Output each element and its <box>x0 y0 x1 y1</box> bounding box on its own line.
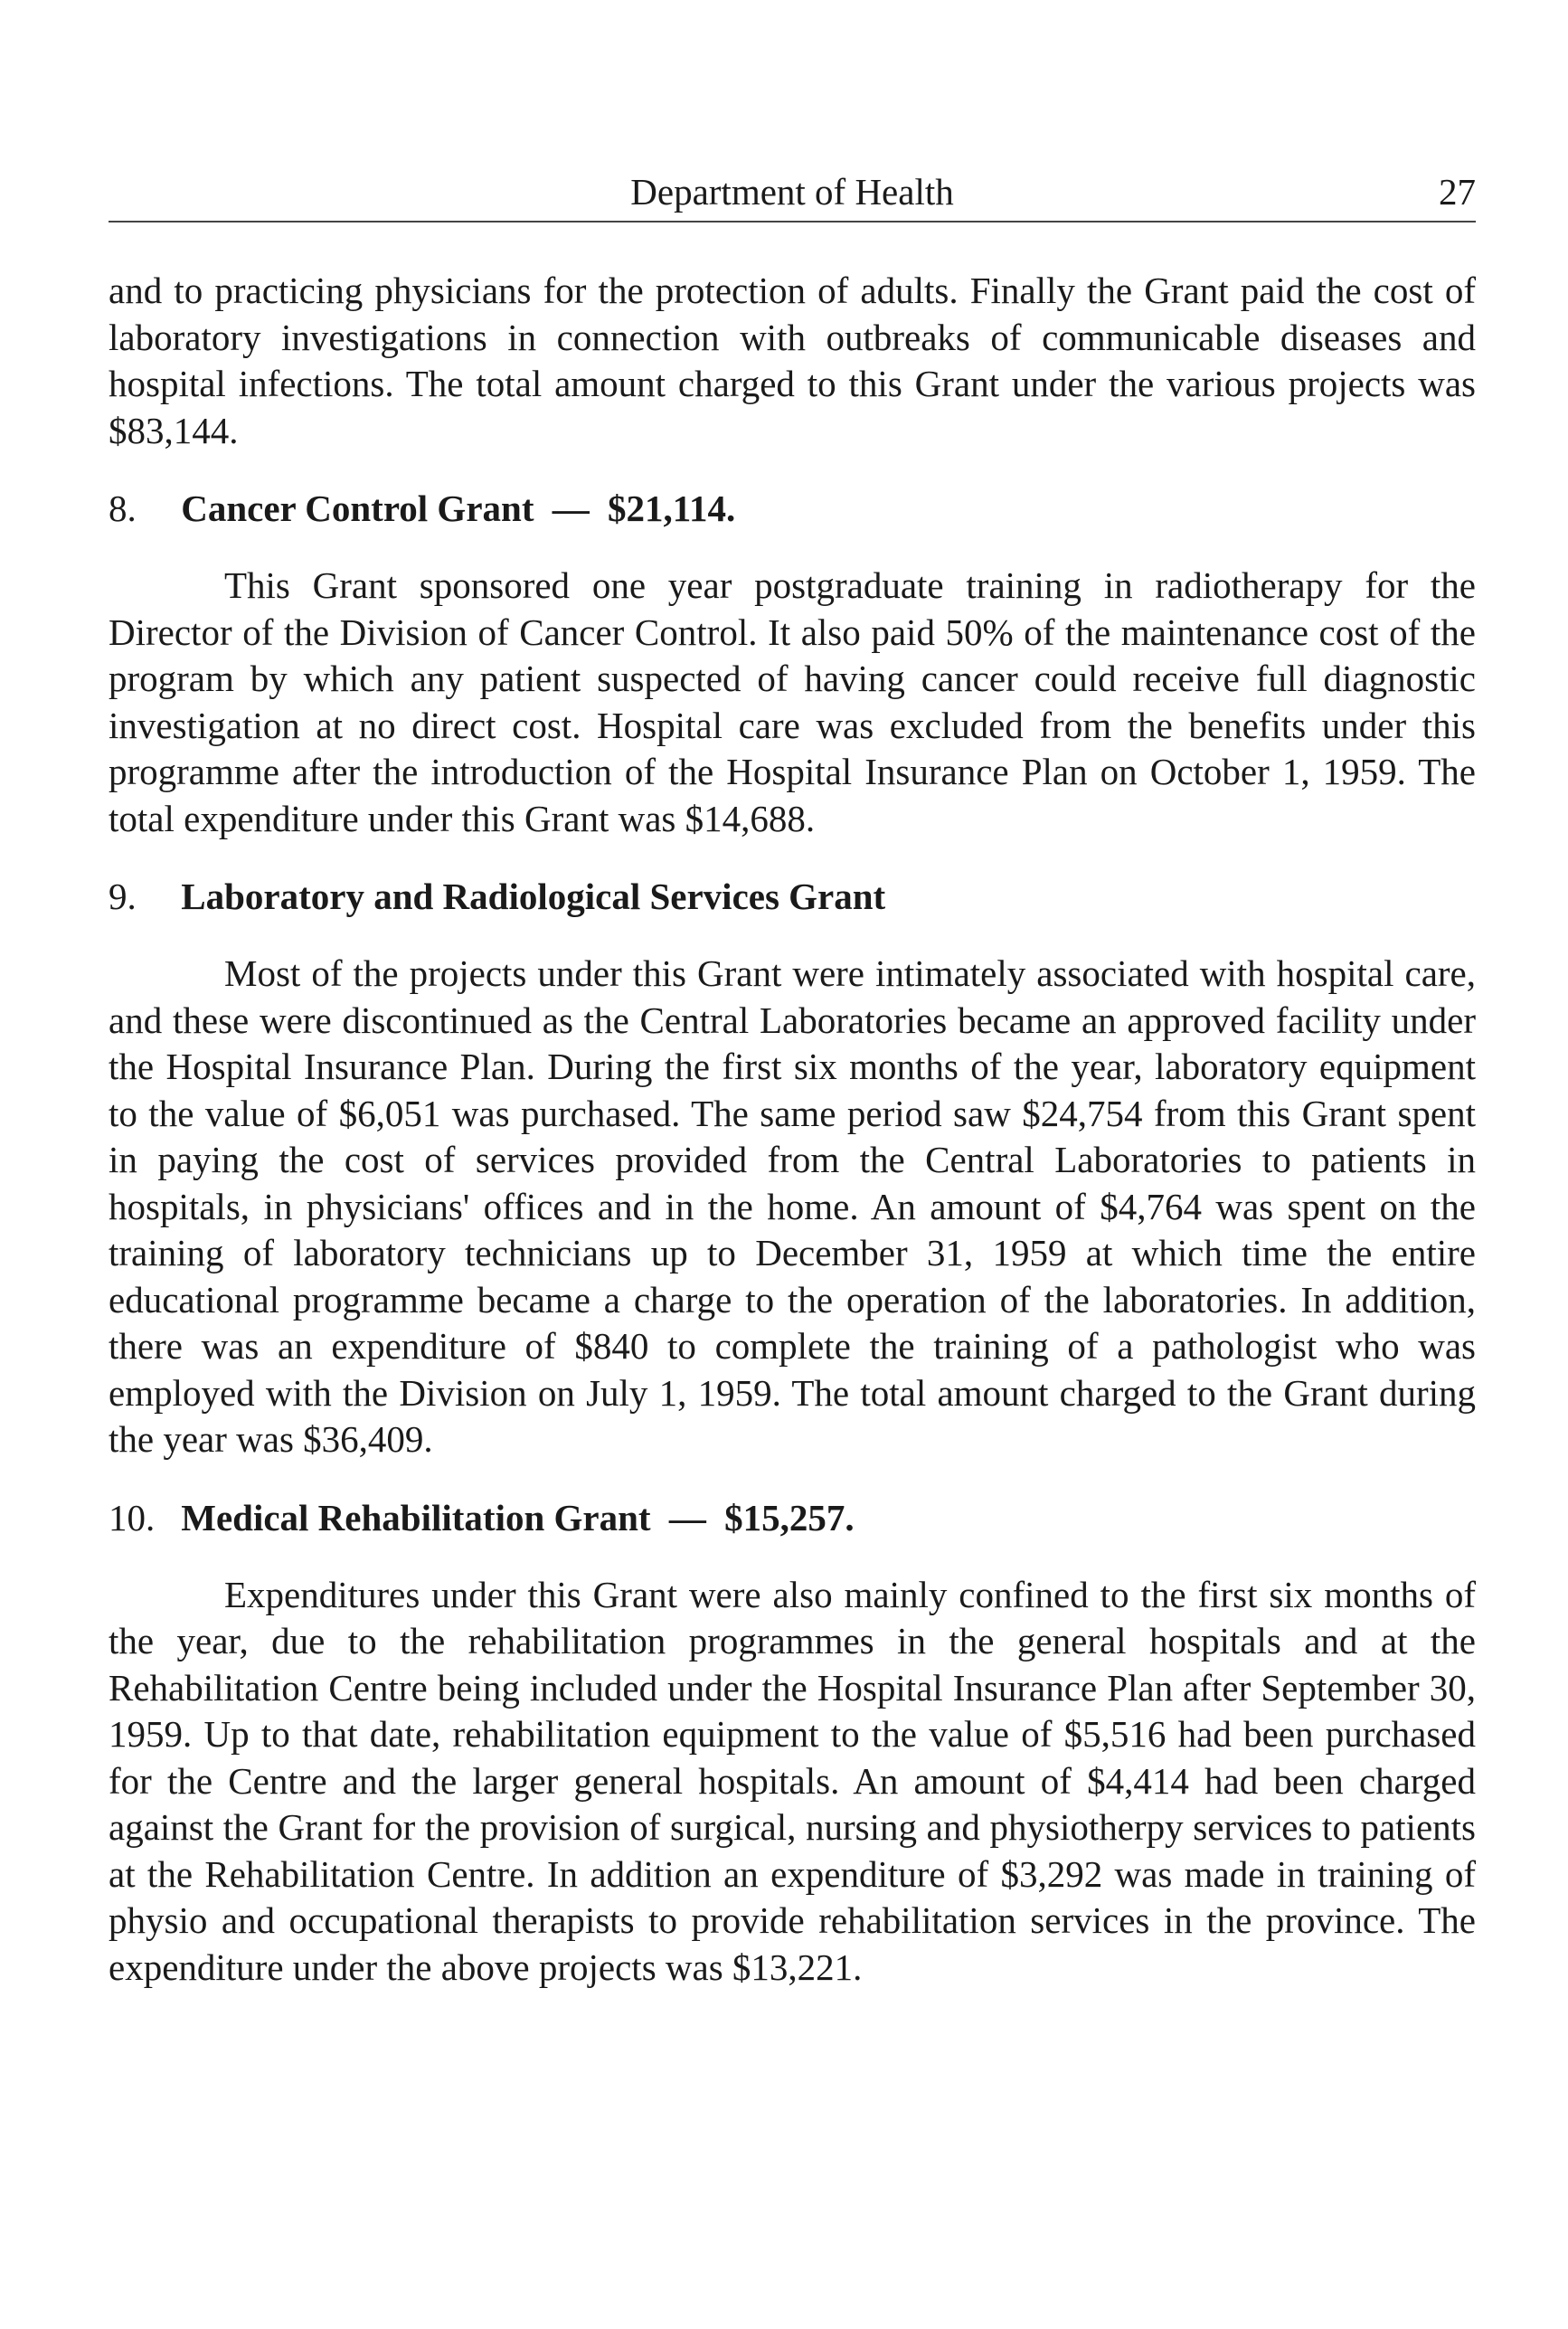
paragraph-medical-rehabilitation: Expenditures under this Grant were also mainly confined to the first six months of the year, due to the rehabilitation programmes in the general hospitals and at the Rehabilitation Centre being included under the Hospital Insurance Plan after September 30, 1959. Up to that date, rehabilitation equipment to the value of $5,516 had been purchased for the Centre and the larger general hospitals. An amount of $4,414 had been charged against the Grant for the provision of surgical, nursing and physiotherpy services to patients at the Rehabilitation Centre. In addition an expenditure of $3,292 was made in training of physio and occupational therapists to provide rehabilitation services in the province. The expenditure under the above projects was $13,221. <box>109 1573 1476 1988</box>
document-page <box>109 163 1476 1991</box>
section-heading-laboratory <box>109 873 1476 920</box>
section-title: Medical Rehabilitation Grant <box>181 1496 651 1538</box>
document-body <box>109 268 1476 1991</box>
section-amount: $15,257. <box>724 1496 855 1538</box>
section-amount: $21,114. <box>607 488 736 529</box>
page-number: 27 <box>1439 171 1476 213</box>
paragraph-cancer-control: This Grant sponsored one year postgraduate training in radiotherapy for the Director of the Division of Cancer Control. It also paid 50% of the maintenance cost of the program by which any patient suspected of having cancer could receive full diagnostic investigation at no direct cost. Hospital care was excluded from the benefits under this programme after the introduction of the Hospital Insurance Plan on October 1, 1959. The total expenditure under this Grant was $14,688. <box>109 564 1476 839</box>
section-heading-cancer-control <box>109 485 1476 532</box>
running-header <box>109 163 1476 222</box>
section-title: Cancer Control Grant <box>181 488 534 529</box>
section-dash: — <box>552 488 590 529</box>
section-title: Laboratory and Radiological Services Grant <box>181 876 886 917</box>
section-number: 10. <box>109 1496 156 1538</box>
section-dash: — <box>668 1496 706 1538</box>
paragraph-laboratory: Most of the projects under this Grant were intimately associated with hospital care, and these were discontinued as the Central Laboratories became an approved facility under the Hospital Insurance Plan. During the first six months of the year, laboratory equipment to the value of $6,051 was purchased. The same period saw $24,754 from this Grant spent in paying the cost of services provided from the Central Laboratories to patients in hospitals, in physicians' offices and in the home. An amount of $4,764 was spent on the training of laboratory technicians up to December 31, 1959 at which time the entire educational programme became a charge to the operation of the laboratories. In addition, there was an expenditure of $840 to complete the training of a pathologist who was employed with the Division on July 1, 1959. The total amount charged to the Grant during the year was $36,409. <box>109 952 1476 1460</box>
section-number: 9. <box>109 876 137 917</box>
header-title: Department of Health <box>630 171 954 213</box>
section-heading-medical-rehabilitation <box>109 1494 1476 1541</box>
section-number: 8. <box>109 488 137 529</box>
paragraph-continuation: and to practicing physicians for the protection of adults. Finally the Grant paid the cost of laboratory investigations in connection with outbreaks of communicable diseases and hospital infections. The total amount charged to this Grant under the various projects was $83,144. <box>109 270 1476 451</box>
